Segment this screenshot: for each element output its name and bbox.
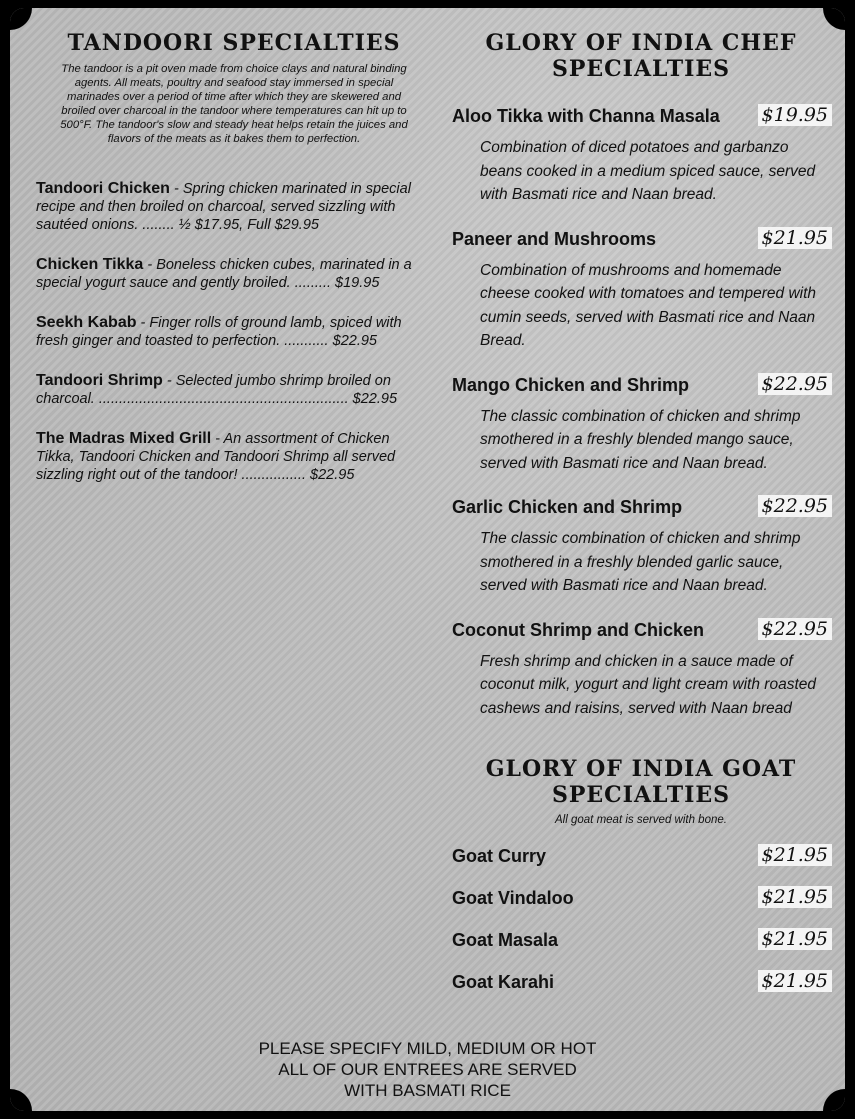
item-desc: Combination of diced potatoes and garbanzo beans cooked in a medium spiced sauce, served with Basmati rice and Naan bread. — [480, 139, 816, 203]
item-price: $22.95 — [758, 373, 832, 395]
item-name: The Madras Mixed Grill — [36, 430, 212, 447]
frame-corner — [823, 8, 845, 30]
menu-frame — [10, 8, 845, 1111]
menu-item-garlic-chicken-shrimp — [442, 497, 840, 598]
goat-title: GLORY OF INDIA GOAT SPECIALTIES — [485, 756, 797, 808]
menu-item-goat-karahi — [442, 972, 840, 1014]
item-desc: - An assortment of Chicken Tikka, Tandoori Chicken and Tandoori Shrimp all served sizzling right out of the tandoor! ................ — [36, 431, 396, 483]
item-name: Paneer and Mushrooms — [452, 228, 657, 249]
item-desc: Fresh shrimp and chicken in a sauce made of coconut milk, yogurt and light cream with roasted cashews and raisins, served with Naan bread — [480, 652, 816, 717]
menu-item-mango-chicken-shrimp — [442, 372, 840, 476]
item-name: Tandoori Shrimp — [36, 372, 163, 389]
chef-title: GLORY OF INDIA CHEF SPECIALTIES — [485, 30, 797, 82]
tandoori-intro: The tandoor is a pit oven made from choice clays and natural binding agents. All meats, poultry and seafood stay immersed in special marinades over a period of time after which they are skewered and broiled over charcoal in the tandoor where temperatures can hit up to 500°F. The tandoor's slow and steady heat helps retain the juices and flavors of the meats as it bakes them to perfection. — [60, 63, 408, 145]
item-name: Garlic Chicken and Shrimp — [452, 497, 683, 517]
tandoori-title: TANDOORI SPECIALTIES — [67, 30, 401, 56]
item-desc: The classic combination of chicken and shrimp smothered in a freshly blended garlic sauce, served with Basmati rice and Naan bread. — [480, 530, 801, 594]
item-name: Goat Curry — [452, 846, 547, 866]
item-price: $21.95 — [758, 227, 832, 249]
frame-corner — [10, 8, 32, 30]
goat-note: All goat meat is served with bone. — [555, 814, 727, 826]
chef-section — [442, 30, 840, 1014]
item-price: $22.95 — [332, 333, 377, 349]
menu-item-paneer-mushrooms — [442, 226, 840, 353]
item-price: $21.95 — [758, 886, 832, 908]
item-desc: The classic combination of chicken and shrimp smothered in a freshly blended mango sauce, served with Basmati rice and Naan bread. — [480, 407, 801, 472]
footer-line-spice: PLEASE SPECIFY MILD, MEDIUM OR HOT — [258, 1039, 597, 1058]
menu-item-coconut-shrimp-chicken — [442, 617, 840, 721]
item-name: Seekh Kabab — [36, 314, 137, 331]
footer-line-rice: WITH BASMATI RICE — [344, 1081, 511, 1100]
item-price: $21.95 — [758, 928, 832, 950]
item-desc: Combination of mushrooms and homemade cheese cooked with tomatoes and tempered with cumin seeds, served with Basmati rice and Naan Bread. — [480, 261, 817, 349]
item-price: $19.95 — [335, 275, 380, 291]
item-price: ½ $17.95, Full $29.95 — [178, 217, 319, 233]
item-price: $21.95 — [758, 970, 832, 992]
item-desc: - Selected jumbo shrimp broiled on charcoal. .............................................................. — [36, 373, 391, 407]
menu-item-goat-curry — [442, 846, 840, 888]
menu-item-chicken-tikka — [36, 256, 432, 292]
menu-item-tandoori-chicken — [36, 180, 432, 234]
menu-item-goat-vindaloo — [442, 888, 840, 930]
item-name: Aloo Tikka with Channa Masala — [452, 106, 720, 126]
item-name: Goat Karahi — [452, 972, 555, 992]
item-desc: - Boneless chicken cubes, marinated in a special yogurt sauce and gently broiled. ......... — [36, 257, 412, 291]
menu-item-tandoori-shrimp — [36, 372, 432, 408]
item-price: $22.95 — [758, 495, 832, 517]
item-price: $22.95 — [352, 391, 398, 407]
item-name: Coconut Shrimp and Chicken — [452, 619, 705, 640]
item-price: $22.95 — [310, 467, 355, 483]
item-name: Tandoori Chicken — [36, 180, 170, 197]
menu-item-goat-masala — [442, 930, 840, 972]
item-price: $19.95 — [758, 104, 832, 126]
menu-item-madras-mixed-grill — [36, 430, 432, 484]
footer-line-entrees: ALL OF OUR ENTREES ARE SERVED — [278, 1060, 577, 1079]
item-name: Goat Vindaloo — [452, 888, 574, 908]
goat-section — [442, 756, 840, 1014]
menu-item-seekh-kabab — [36, 314, 432, 350]
menu-item-aloo-tikka — [442, 106, 840, 207]
menu-footer — [10, 1038, 845, 1101]
item-price: $21.95 — [758, 844, 832, 866]
item-desc: - Finger rolls of ground lamb, spiced with fresh ginger and toasted to perfection. ........... — [36, 315, 402, 349]
tandoori-section — [36, 30, 432, 484]
item-name: Mango Chicken and Shrimp — [452, 374, 690, 395]
item-name: Chicken Tikka — [36, 256, 144, 273]
item-desc: - Spring chicken marinated in special recipe and then broiled on charcoal, served sizzling with sautéed onions. ........ — [36, 181, 411, 233]
item-name: Goat Masala — [452, 930, 559, 950]
item-price: $22.95 — [758, 618, 832, 640]
